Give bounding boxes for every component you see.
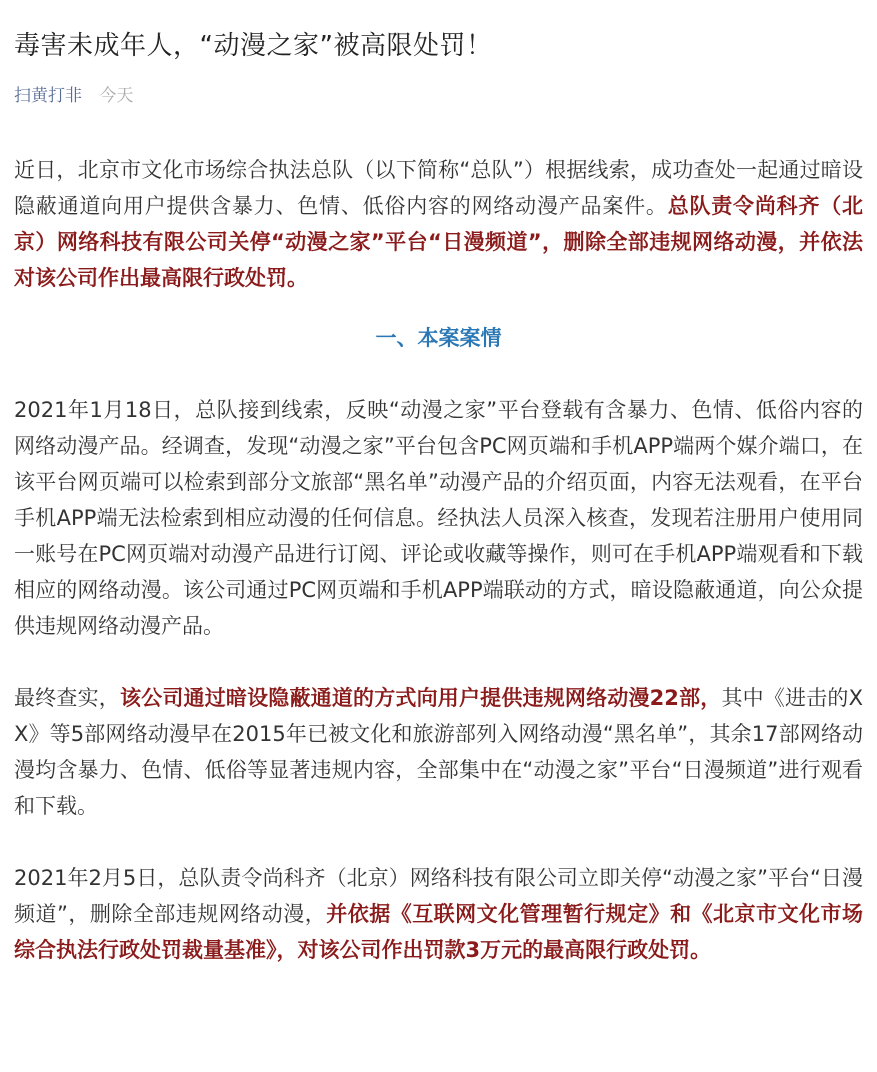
source-link[interactable]: 扫黄打非: [14, 86, 82, 106]
penalty-text: 2021年2月5日，总队责令尚科齐（北京）网络科技有限公司立即关停“动漫之家”平台“日漫频道”，删除全部违规网络动漫，: [14, 866, 863, 926]
penalty-emphasis: 并依据《互联网文化管理暂行规定》和《北京市文化市场综合执法行政处罚裁量基准》，对该公司作出罚款3万元的最高限行政处罚。: [14, 902, 863, 962]
article-title: 毒害未成年人，“动漫之家”被高限处罚！: [14, 31, 493, 61]
section-heading: 一、本案案情: [375, 326, 502, 350]
findings-lead: 最终查实，: [14, 686, 120, 710]
findings-emphasis: 该公司通过暗设隐蔽通道的方式向用户提供违规网络动漫22部，: [119, 686, 722, 710]
findings-rest: 其中《进击的XX》等5部网络动漫早在2015年已被文化和旅游部列入网络动漫“黑名单”，其余17部网络动漫均含暴力、色情、低俗等显著违规内容，全部集中在“动漫之家”平台“日漫频道”进行观看和下载。: [14, 686, 864, 818]
paragraph-intro: [14, 152, 863, 296]
intro-text: 近日，北京市文化市场综合执法总队（以下简称“总队”）根据线索，成功查处一起通过暗设隐蔽通道向用户提供含暴力、色情、低俗内容的网络动漫产品案件。: [14, 158, 863, 218]
paragraph-case: 2021年1月18日，总队接到线索，反映“动漫之家”平台登载有含暴力、色情、低俗内容的网络动漫产品。经调查，发现“动漫之家”平台包含PC网页端和手机APP端两个媒介端口，在该平台网页端可以检索到部分文旅部“黑名单”动漫产品的介绍页面，内容无法观看，在平台手机APP端无法检索到相应动漫的任何信息。经执法人员深入核查，发现若注册用户使用同一账号在PC网页端对动漫产品进行订阅、评论或收藏等操作，则可在手机APP端观看和下载相应的网络动漫。该公司通过PC网页端和手机APP端联动的方式，暗设隐蔽通道，向公众提供违规网络动漫产品。: [14, 398, 863, 638]
paragraph-findings: [14, 680, 863, 824]
paragraph-penalty: [14, 860, 863, 968]
intro-emphasis: 总队责令尚科齐（北京）网络科技有限公司关停“动漫之家”平台“日漫频道”，删除全部违规网络动漫，并依法对该公司作出最高限行政处罚。: [14, 194, 864, 290]
publish-date: 今天: [99, 86, 134, 106]
article-meta: [14, 84, 863, 108]
